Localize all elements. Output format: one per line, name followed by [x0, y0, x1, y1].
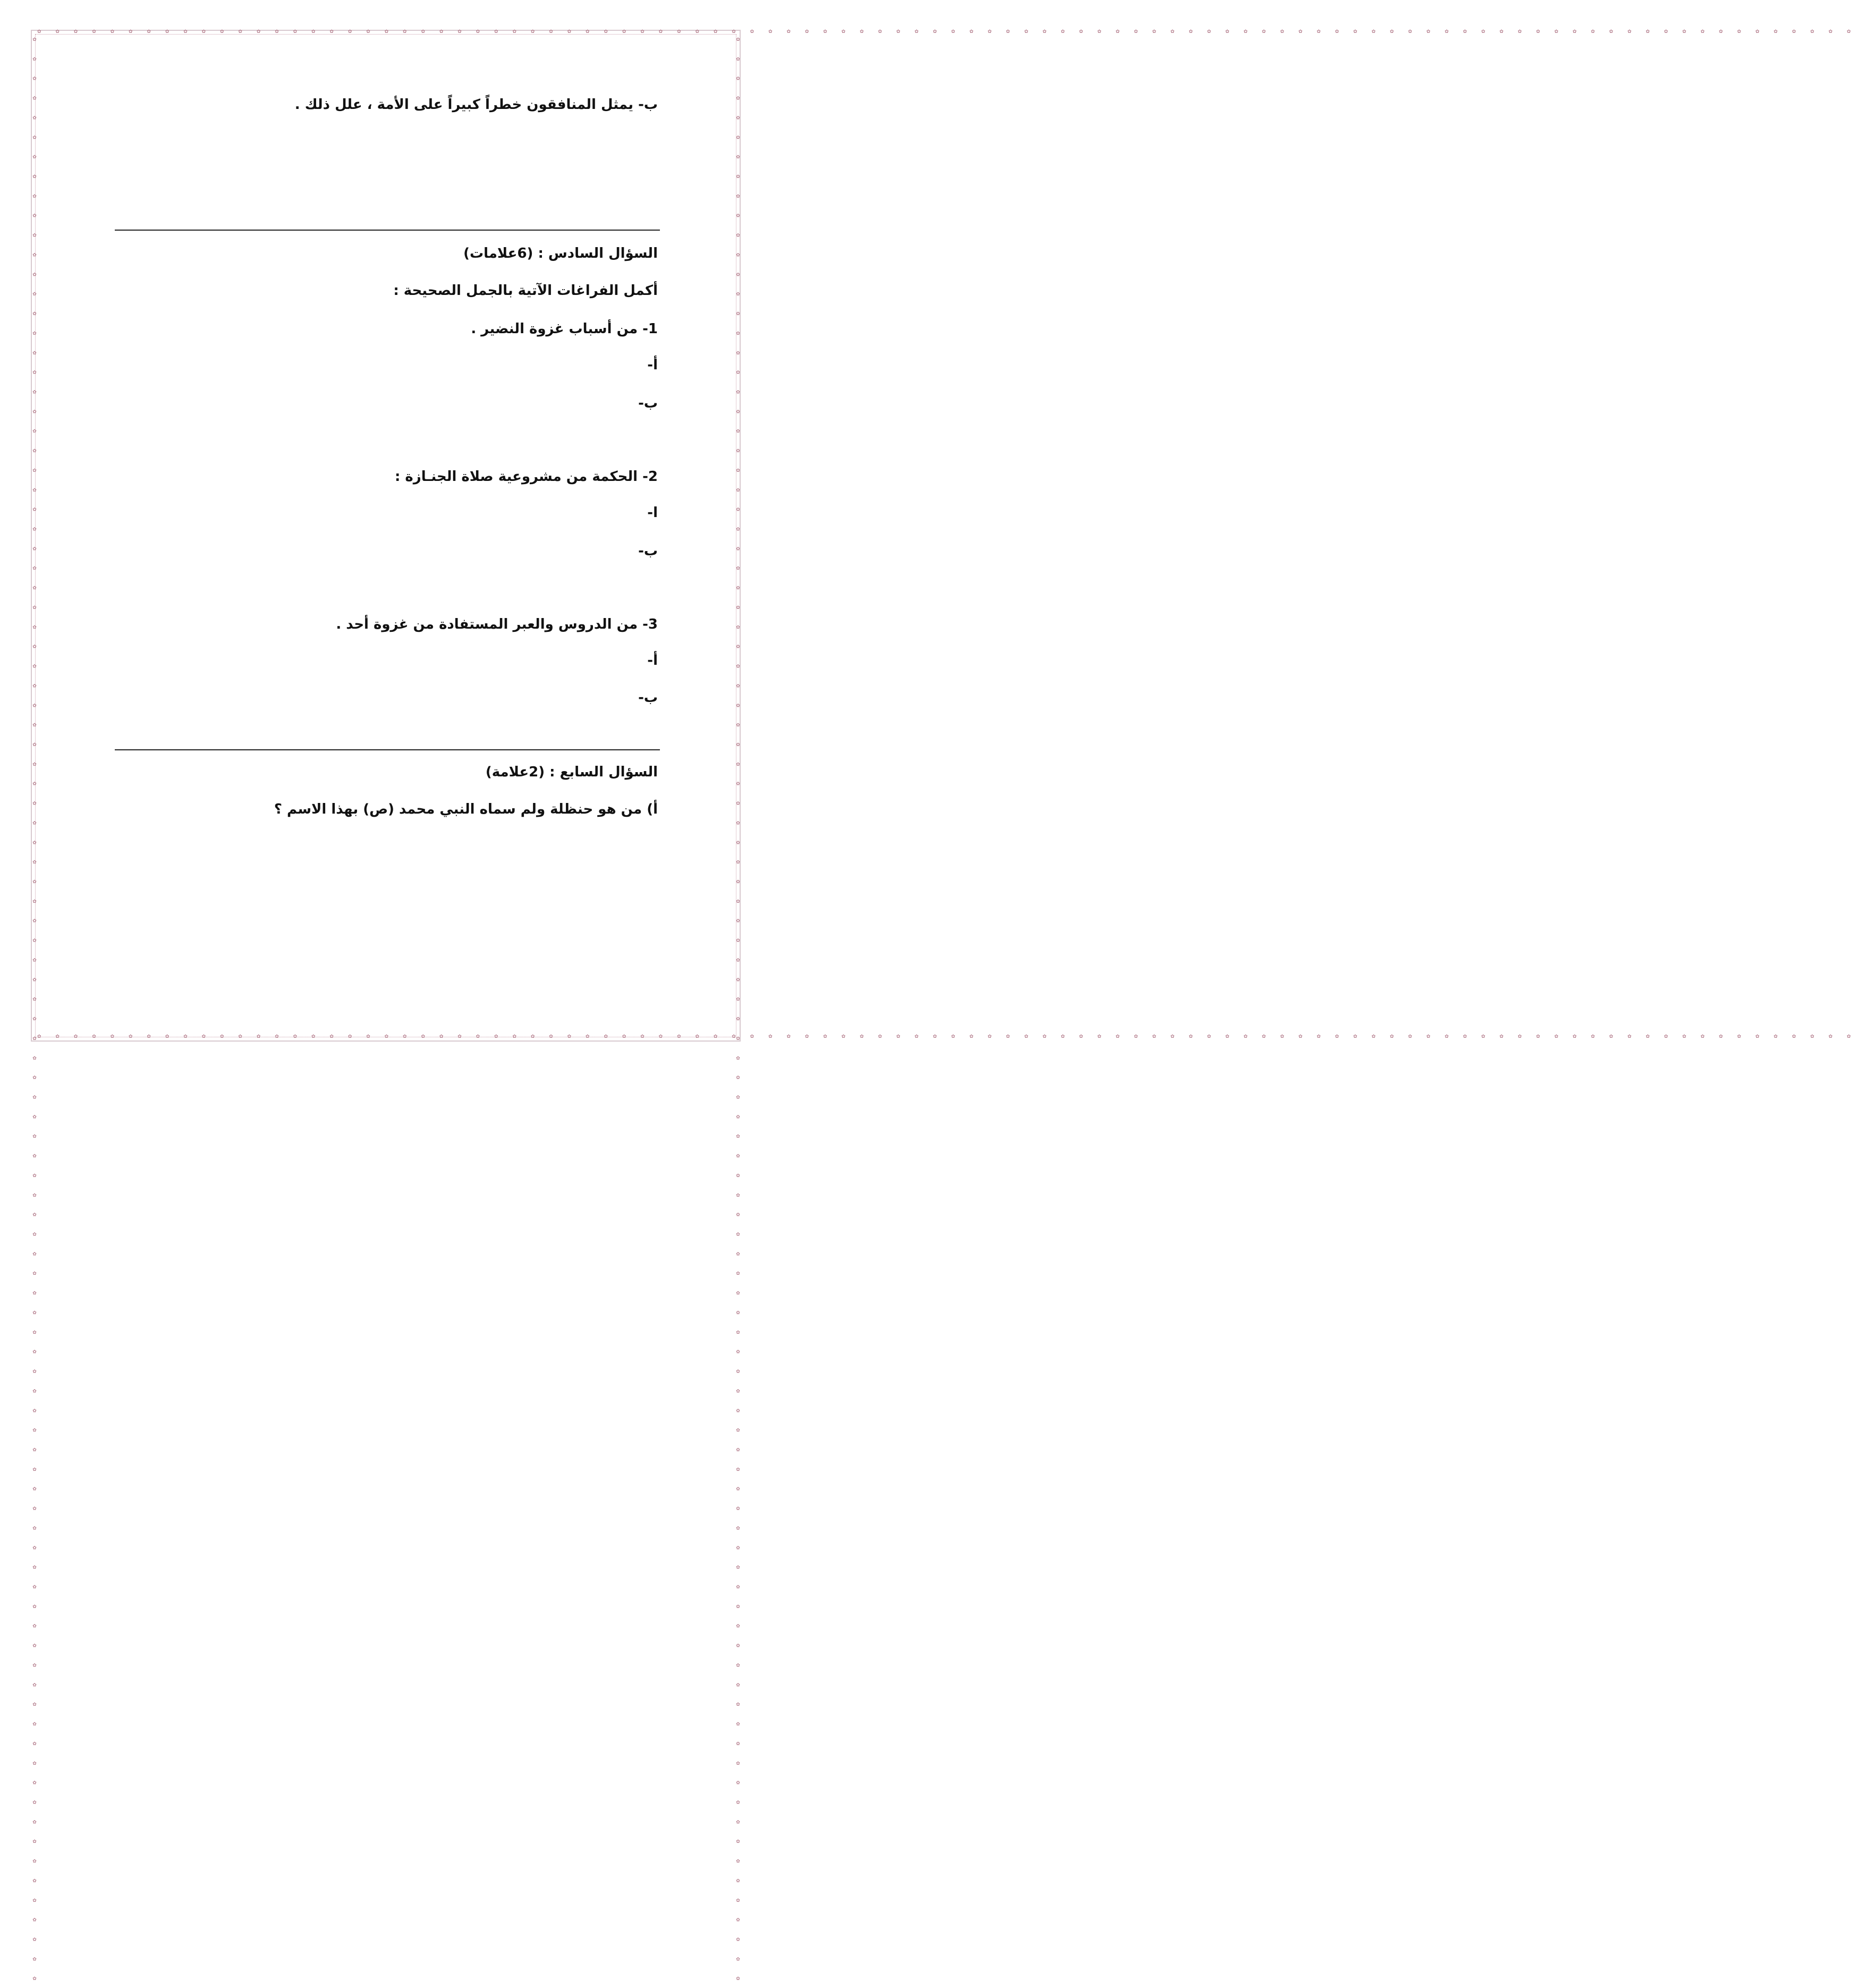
question-7-title: السؤال السابع : (2علامة): [485, 764, 658, 780]
question-5-item-b: ب- يمثل المنافقون خطراً كبيراً على الأمة ، علل ذلك .: [294, 97, 658, 113]
question-6-item-2-a: ا-: [647, 505, 658, 521]
decorative-border-right: ✿ ✿ ✿ ✿ ✿ ✿ ✿ ✿ ✿ ✿ ✿ ✿ ✿ ✿ ✿ ✿ ✿ ✿ ✿ ✿ ✿ ✿ ✿ ✿ ✿ ✿ ✿ ✿ ✿ ✿ ✿ ✿ ✿ ✿ ✿ ✿ ✿ ✿ ✿ ✿ ✿ ✿ ✿ ✿ ✿ ✿ ✿ ✿ ✿ ✿ ✿ ✿ ✿ ✿ ✿ ✿ ✿ ✿ ✿ ✿ ✿ ✿ ✿ ✿ ✿ ✿ ✿ ✿ ✿ ✿ ✿ ✿ ✿ ✿ ✿ ✿ ✿ ✿ ✿ ✿ ✿ ✿ ✿ ✿ ✿ ✿ ✿ ✿ ✿ ✿ ✿ ✿ ✿ ✿ ✿ ✿ ✿ ✿ ✿ ✿: [735, 37, 741, 1988]
question-6-item-1-heading: 1- من أسباب غزوة النضير .: [471, 321, 658, 337]
question-6-item-1-b: ب-: [638, 395, 658, 411]
decorative-border-left: ✿ ✿ ✿ ✿ ✿ ✿ ✿ ✿ ✿ ✿ ✿ ✿ ✿ ✿ ✿ ✿ ✿ ✿ ✿ ✿ ✿ ✿ ✿ ✿ ✿ ✿ ✿ ✿ ✿ ✿ ✿ ✿ ✿ ✿ ✿ ✿ ✿ ✿ ✿ ✿ ✿ ✿ ✿ ✿ ✿ ✿ ✿ ✿ ✿ ✿ ✿ ✿ ✿ ✿ ✿ ✿ ✿ ✿ ✿ ✿ ✿ ✿ ✿ ✿ ✿ ✿ ✿ ✿ ✿ ✿ ✿ ✿ ✿ ✿ ✿ ✿ ✿ ✿ ✿ ✿ ✿ ✿ ✿ ✿ ✿ ✿ ✿ ✿ ✿ ✿ ✿ ✿ ✿ ✿ ✿ ✿ ✿ ✿ ✿ ✿: [32, 37, 37, 1988]
question-6-item-2-b: ب-: [638, 543, 658, 559]
section-divider: [115, 230, 660, 231]
question-7-item-a: أ) من هو حنظلة ولم سماه النبي محمد (ص) بهذا الاسم ؟: [274, 801, 658, 817]
question-6-item-1-a: أ-: [647, 357, 658, 373]
question-6-item-3-b: ب-: [638, 690, 658, 706]
question-6-instruction: أكمل الفراغات الآتية بالجمل الصحيحة :: [393, 283, 658, 299]
question-6-title: السؤال السادس : (6علامات): [463, 246, 658, 261]
question-6-item-3-heading: 3- من الدروس والعبر المستفادة من غزوة أحد .: [336, 616, 658, 632]
section-divider: [115, 749, 660, 750]
question-6-item-3-a: أ-: [647, 653, 658, 669]
question-6-item-2-heading: 2- الحكمة من مشروعية صلاة الجنـازة :: [394, 469, 658, 485]
page-border-inner: [35, 34, 736, 1037]
decorative-border-bottom: ✿ ✿ ✿ ✿ ✿ ✿ ✿ ✿ ✿ ✿ ✿ ✿ ✿ ✿ ✿ ✿ ✿ ✿ ✿ ✿ ✿ ✿ ✿ ✿ ✿ ✿ ✿ ✿ ✿ ✿ ✿ ✿ ✿ ✿ ✿ ✿ ✿ ✿ ✿ ✿ ✿ ✿ ✿ ✿ ✿ ✿ ✿ ✿ ✿ ✿ ✿ ✿ ✿ ✿ ✿ ✿ ✿ ✿ ✿ ✿ ✿ ✿ ✿ ✿ ✿ ✿ ✿ ✿ ✿ ✿ ✿ ✿ ✿ ✿ ✿ ✿ ✿ ✿ ✿ ✿ ✿ ✿ ✿ ✿ ✿ ✿ ✿ ✿ ✿ ✿ ✿ ✿ ✿ ✿ ✿ ✿ ✿ ✿ ✿ ✿: [37, 1034, 1857, 1039]
decorative-border-top: ✿ ✿ ✿ ✿ ✿ ✿ ✿ ✿ ✿ ✿ ✿ ✿ ✿ ✿ ✿ ✿ ✿ ✿ ✿ ✿ ✿ ✿ ✿ ✿ ✿ ✿ ✿ ✿ ✿ ✿ ✿ ✿ ✿ ✿ ✿ ✿ ✿ ✿ ✿ ✿ ✿ ✿ ✿ ✿ ✿ ✿ ✿ ✿ ✿ ✿ ✿ ✿ ✿ ✿ ✿ ✿ ✿ ✿ ✿ ✿ ✿ ✿ ✿ ✿ ✿ ✿ ✿ ✿ ✿ ✿ ✿ ✿ ✿ ✿ ✿ ✿ ✿ ✿ ✿ ✿ ✿ ✿ ✿ ✿ ✿ ✿ ✿ ✿ ✿ ✿ ✿ ✿ ✿ ✿ ✿ ✿ ✿ ✿ ✿ ✿: [37, 29, 1857, 35]
